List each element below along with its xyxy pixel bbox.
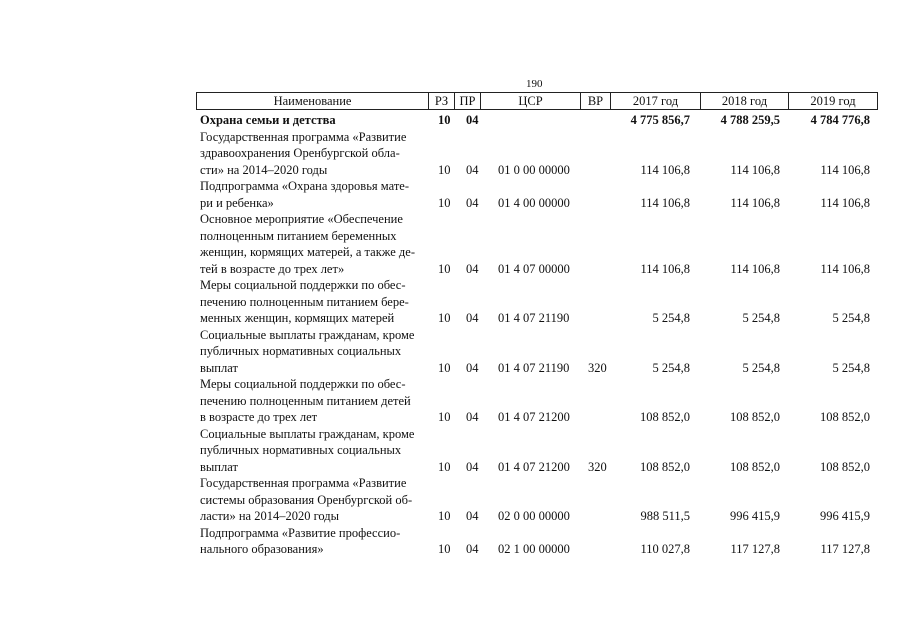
cell-y2017: 114 106,8 [640,261,690,276]
cell-csr: 01 4 07 21200 [498,410,570,424]
row-name-line: Меры социальной поддержки по обес- [200,377,406,391]
table-row [196,426,878,476]
cell-pr: 04 [466,195,479,210]
cell-y2018: 5 254,8 [742,311,780,325]
row-name-line: ри и ребенка» [200,195,274,210]
cell-y2017: 5 254,8 [652,311,690,325]
row-name-line: выплат [200,459,238,474]
row-name-line: в возрасте до трех лет [200,410,318,424]
row-name-line: публичных нормативных социальных [200,344,402,358]
header-csr: ЦСР [481,93,581,109]
cell-y2019: 117 127,8 [820,542,870,556]
cell-y2019: 4 784 776,8 [810,113,870,127]
row-name-line: ласти» на 2014–2020 годы [200,509,340,523]
row-name [200,327,426,377]
table-row [196,525,878,558]
row-name-line: Основное мероприятие «Обеспечение [200,212,403,226]
cell-csr: 01 4 07 21190 [498,311,570,325]
cell-y2018: 114 106,8 [730,162,780,177]
table-row [196,277,878,327]
table-row [196,211,878,277]
cell-y2018: 114 106,8 [730,195,780,210]
row-name-line: Государственная программа «Развитие [200,476,407,490]
cell-y2018: 4 788 259,5 [720,113,780,127]
row-name-line: Подпрограмма «Охрана здоровья мате- [200,179,410,193]
table-row [196,178,878,211]
cell-y2017: 114 106,8 [640,195,690,210]
table-header [196,92,878,110]
row-name-line: менных женщин, кормящих матерей [200,311,395,325]
cell-rz: 10 [438,509,451,523]
row-name-line: полноценным питанием беременных [200,228,397,243]
cell-csr: 02 1 00 00000 [498,542,570,556]
cell-pr: 04 [466,459,479,474]
cell-vr: 320 [588,459,607,474]
row-name [200,112,426,129]
header-rz: РЗ [429,93,455,109]
cell-pr: 04 [466,113,479,127]
cell-y2017: 108 852,0 [640,410,690,424]
cell-csr: 01 4 07 00000 [498,261,570,276]
cell-y2018: 108 852,0 [730,410,780,424]
cell-rz: 10 [438,360,451,375]
cell-y2018: 5 254,8 [742,360,780,375]
cell-rz: 10 [438,542,451,556]
row-name-line: системы образования Оренбургской об- [200,492,413,507]
header-2018: 2018 год [701,93,789,109]
row-name-line: сти» на 2014–2020 годы [200,162,328,177]
cell-rz: 10 [438,410,451,424]
table-row [196,376,878,426]
cell-y2018: 996 415,9 [730,509,780,523]
cell-y2019: 108 852,0 [820,410,870,424]
row-name-line: здравоохранения Оренбургской обла- [200,146,400,160]
cell-rz: 10 [438,113,451,127]
table-row [196,112,878,129]
cell-rz: 10 [438,195,451,210]
row-name-line: Социальные выплаты гражданам, кроме [200,327,415,342]
cell-y2019: 114 106,8 [820,195,870,210]
row-name-line: нального образования» [200,542,324,556]
row-name-line: печению полноценным питанием детей [200,393,411,408]
cell-y2019: 114 106,8 [820,261,870,276]
cell-rz: 10 [438,162,451,177]
header-2019: 2019 год [810,94,856,108]
cell-pr: 04 [466,542,479,556]
cell-csr: 01 4 07 21190 [498,360,570,375]
row-name-line: тей в возрасте до трех лет» [200,261,345,276]
row-name [200,129,426,179]
row-name-line: Государственная программа «Развитие [200,129,407,144]
cell-y2019: 5 254,8 [832,360,870,375]
table-row [196,129,878,179]
row-name-line: Социальные выплаты гражданам, кроме [200,426,415,441]
cell-csr: 01 4 00 00000 [498,195,570,210]
cell-y2018: 114 106,8 [730,261,780,276]
cell-pr: 04 [466,360,479,375]
cell-vr: 320 [588,360,607,375]
cell-y2017: 5 254,8 [652,360,690,375]
cell-y2019: 996 415,9 [820,509,870,523]
cell-y2019: 5 254,8 [832,311,870,325]
row-name [200,525,426,558]
cell-pr: 04 [466,261,479,276]
row-name-line: Охрана семьи и детства [200,113,336,127]
row-name-line: печению полноценным питанием бере- [200,294,409,309]
cell-y2018: 117 127,8 [730,542,780,556]
cell-pr: 04 [466,162,479,177]
header-vr: ВР [581,93,611,109]
cell-csr: 01 4 07 21200 [498,459,570,474]
row-name [200,426,426,476]
cell-y2019: 108 852,0 [820,459,870,474]
row-name-line: выплат [200,360,238,375]
cell-rz: 10 [438,311,451,325]
cell-y2017: 110 027,8 [640,542,690,556]
cell-y2017: 108 852,0 [640,459,690,474]
cell-csr: 01 0 00 00000 [498,162,570,177]
page-number: 190 [526,78,543,90]
cell-y2017: 4 775 856,7 [630,113,690,127]
header-pr: ПР [455,93,481,109]
cell-rz: 10 [438,459,451,474]
cell-y2017: 988 511,5 [640,509,690,523]
cell-y2018: 108 852,0 [730,459,780,474]
cell-pr: 04 [466,509,479,523]
cell-pr: 04 [466,410,479,424]
row-name-line: Меры социальной поддержки по обес- [200,278,406,292]
cell-pr: 04 [466,311,479,325]
cell-y2017: 114 106,8 [640,162,690,177]
row-name [200,376,426,426]
cell-csr: 02 0 00 00000 [498,509,570,523]
row-name-line: публичных нормативных социальных [200,443,402,457]
row-name-line: Подпрограмма «Развитие профессио- [200,525,401,540]
row-name [200,211,426,277]
row-name [200,475,426,525]
row-name [200,277,426,327]
table-row [196,475,878,525]
row-name-line: женщин, кормящих матерей, а также де- [200,245,415,259]
header-name: Наименование [197,93,429,109]
row-name [200,178,426,211]
header-2017: 2017 год [611,93,701,109]
cell-y2019: 114 106,8 [820,162,870,177]
table-row [196,327,878,377]
cell-rz: 10 [438,261,451,276]
